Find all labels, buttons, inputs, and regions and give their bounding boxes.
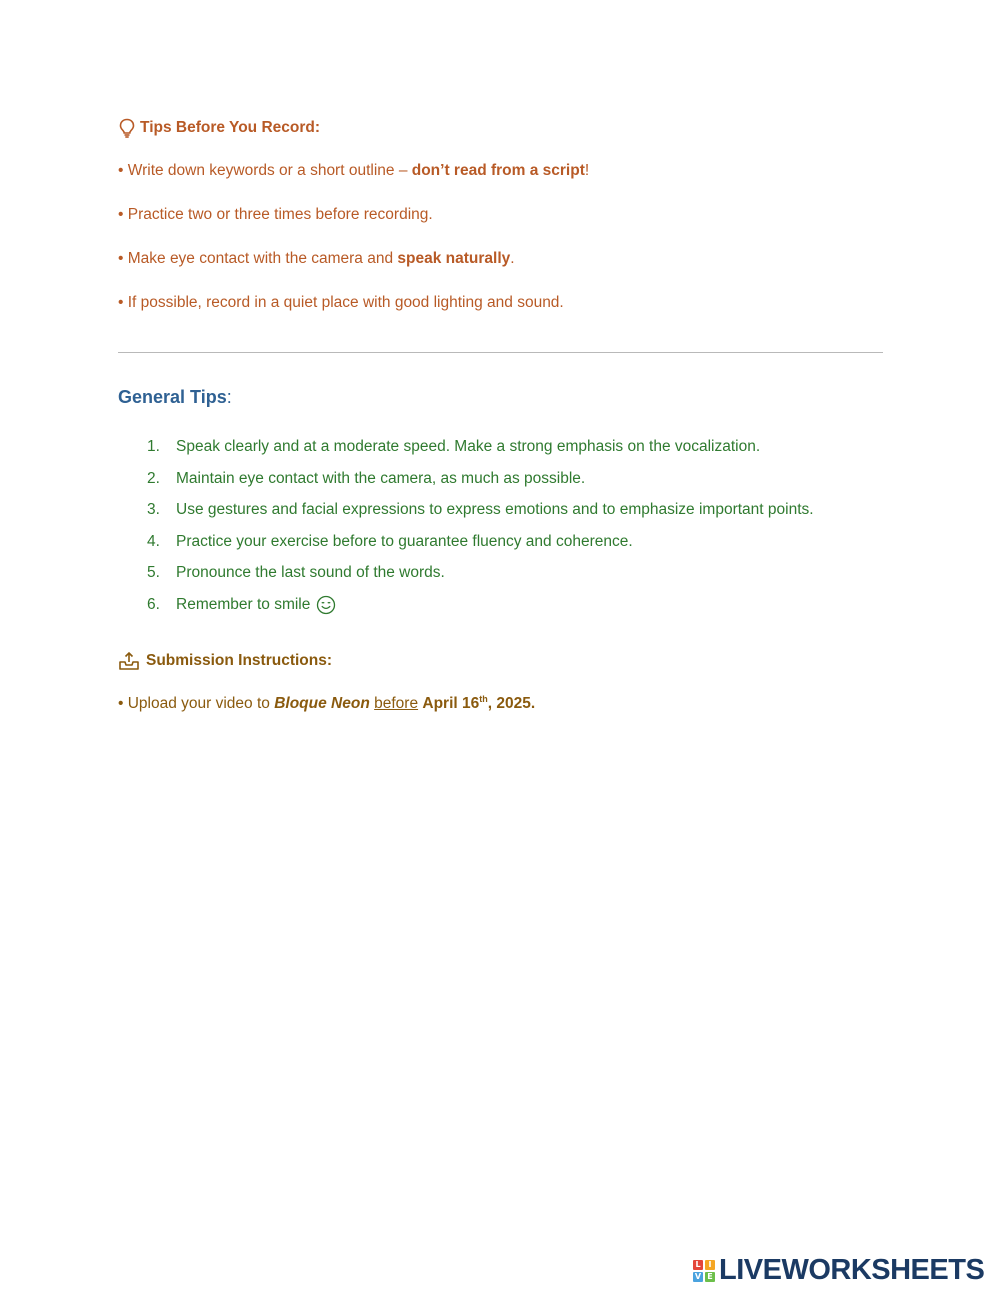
logo-letter: V	[694, 1271, 702, 1281]
list-number: 5.	[147, 564, 160, 581]
tip-item	[118, 250, 515, 268]
tip-emphasis: speak naturally	[397, 250, 511, 267]
tips-heading-text: Tips Before You Record:	[140, 119, 321, 136]
tip-text: • Write down keywords or a short outline –	[118, 162, 412, 179]
tip-text-end: .	[510, 250, 515, 267]
submission-heading	[118, 651, 332, 671]
logo-mark	[693, 1260, 715, 1282]
submission-heading-text: Submission Instructions:	[146, 652, 333, 669]
tip-text-end: !	[584, 162, 590, 179]
tip-item	[118, 162, 589, 180]
logo-wordmark: LIVEWORKSHEETS	[719, 1254, 985, 1286]
submission-line	[118, 695, 535, 713]
list-number: 6.	[147, 595, 160, 613]
list-text: Speak clearly and at a moderate speed. Make a strong emphasis on the vocalization.	[176, 438, 761, 455]
list-item	[118, 596, 814, 628]
tip-text: • Practice two or three times before recording.	[118, 206, 433, 223]
platform-name: Bloque Neon	[274, 695, 370, 712]
list-number: 2.	[147, 469, 160, 487]
logo-letter: E	[705, 1272, 715, 1282]
list-text: Use gestures and facial expressions to express emotions and to emphasize important points.	[176, 501, 814, 518]
list-item	[118, 501, 814, 533]
list-item	[118, 533, 814, 565]
list-text: Pronounce the last sound of the words.	[176, 564, 445, 581]
deadline-date-main: April 16	[422, 695, 480, 712]
tip-text: • If possible, record in a quiet place with good lighting and sound.	[118, 294, 564, 311]
logo-letter: I	[705, 1260, 715, 1270]
general-tips-heading-text: General Tips	[118, 387, 227, 407]
list-text: Remember to smile	[176, 595, 311, 613]
list-item	[118, 438, 814, 470]
tip-item	[118, 294, 564, 312]
list-item	[118, 564, 814, 596]
list-number: 1.	[147, 438, 160, 455]
deadline-date-year: , 2025.	[487, 695, 536, 712]
deadline-date-suffix: th	[479, 693, 488, 704]
liveworksheets-logo	[693, 1254, 984, 1287]
smiley-face-icon	[316, 595, 336, 615]
list-number: 3.	[147, 501, 160, 518]
logo-letter: L	[693, 1260, 703, 1270]
deadline-date	[422, 695, 535, 712]
general-tips-heading	[118, 387, 232, 408]
list-number: 4.	[147, 532, 160, 550]
tip-item	[118, 206, 433, 224]
general-tips-list	[118, 438, 814, 627]
list-text: Practice your exercise before to guarantee fluency and coherence.	[176, 532, 633, 550]
upload-tray-icon	[118, 651, 140, 671]
general-tips-colon: :	[226, 387, 232, 407]
tips-heading	[118, 118, 320, 138]
deadline-qualifier: before	[374, 695, 419, 712]
tip-emphasis: don’t read from a script	[411, 162, 585, 179]
list-text: Maintain eye contact with the camera, as much as possible.	[176, 469, 586, 487]
lightbulb-icon	[118, 118, 136, 138]
section-divider	[118, 352, 883, 353]
tip-text: • Make eye contact with the camera and	[118, 250, 398, 267]
list-item	[118, 470, 814, 502]
submission-text: • Upload your video to	[118, 695, 275, 712]
